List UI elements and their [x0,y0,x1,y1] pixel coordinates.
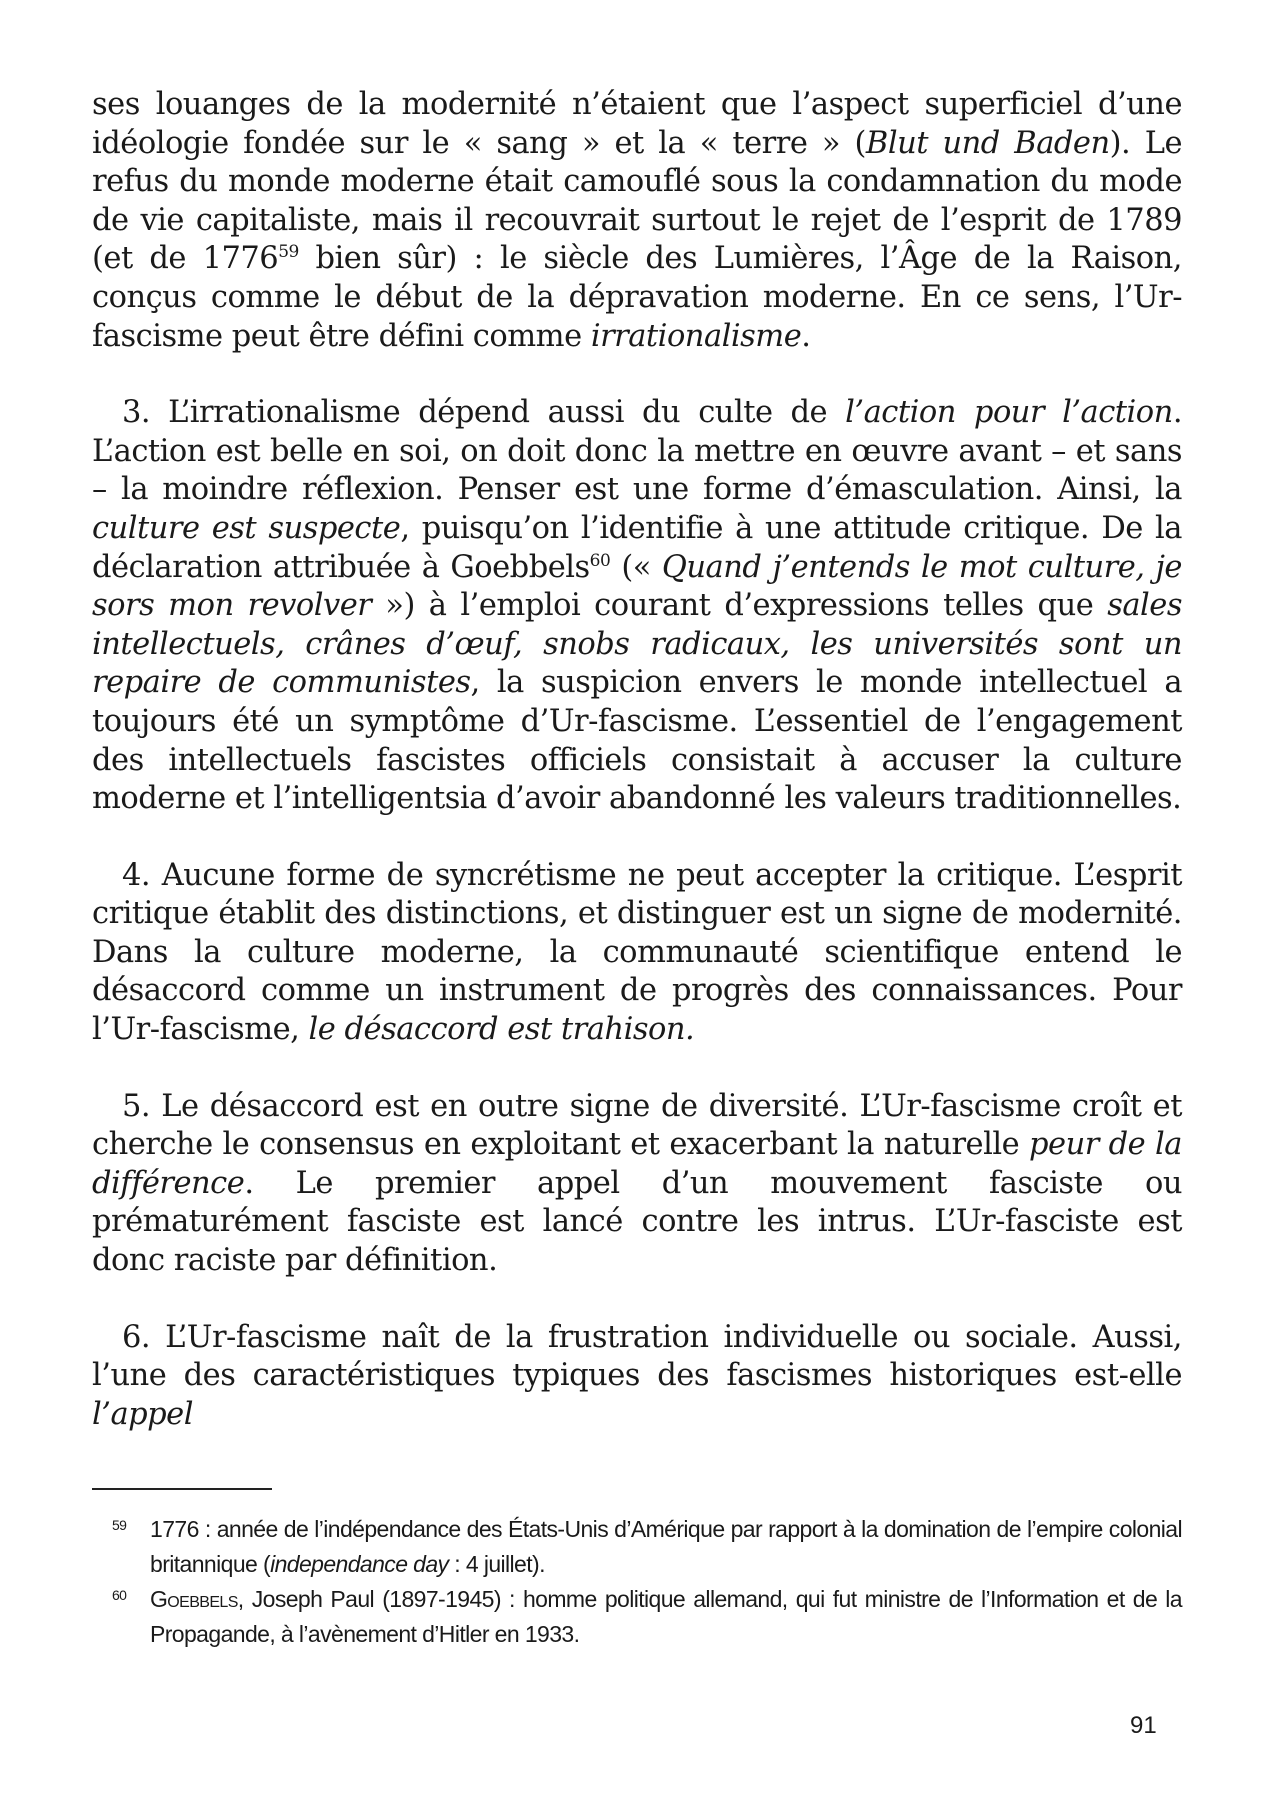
text-run: 3. L’irrationalisme dépend aussi du culte de [122,395,846,431]
footnote-text [150,1512,1182,1582]
footnote-number: 60 [112,1587,127,1603]
text-run: (« [610,549,662,585]
paragraph-continuation [92,86,1182,356]
footnote-ref-60[interactable]: 60 [589,550,611,571]
text-run: , la suspicion envers le monde intellectuel a toujours été un symptôme d’Ur-fascisme. L’essentiel de l’engagement des intellectuels fascistes officiels consistait à accuser la culture moderne et l’intelligentsia d’avoir abandonné les valeurs traditionnelles. [92,665,1183,817]
text-run: , puisqu’on l’identifie à une attitude critique. De la déclaration attribuée à Goebbels [92,510,1182,585]
footnote-number: 59 [112,1517,127,1533]
footnote-60 [92,1582,1182,1652]
text-run: ») à l’emploi courant d’expressions telles que [371,588,1108,624]
footnote-59 [92,1512,1182,1582]
italic-run: l’action pour l’action [845,395,1173,431]
text-run: ses louanges de la modernité n’étaient que l’aspect superficiel d’une idéologie fondée sur le « sang » et la « terre » ( [92,87,1182,161]
text-run: ). Le refus du monde moderne était camouflé sous la condamnation du mode de vie capitaliste, mais il recouvrait surtout le rejet de l’esprit de 1789 (et de 1776 [92,125,1182,277]
italic-run: culture est suspecte [92,510,401,546]
text-run: . Le premier appel d’un mouvement fasciste ou prématurément fasciste est lancé contre les intrus. L’Ur-fasciste est donc raciste par définition. [92,1165,1182,1279]
text-run: , Joseph Paul (1897-1945) : homme politique allemand, qui fut ministre de l’Information et de la Propagande, à l’avènement d’Hitler en 1933. [150,1586,1182,1647]
italic-run: irrationalisme [590,318,802,354]
text-run: 1776 : année de l’indépendance des États-Unis d’Amérique par rapport à la domination de l’empire colonial britannique ( [150,1516,1182,1577]
text-run: 6. L’Ur-fascisme naît de la frustration individuelle ou sociale. Aussi, l’une des caractéristiques typiques des fascismes historiques est-elle [92,1319,1182,1394]
paragraph-point-3 [92,394,1182,819]
text-run: . [801,318,811,354]
italic-run: independance day [270,1551,449,1577]
italic-run: l’appel [92,1396,193,1432]
italic-run: peur de la différence [92,1127,1182,1201]
footnote-ref-59[interactable]: 59 [278,242,299,263]
text-run: : 4 juillet). [448,1551,545,1577]
italic-run: le désaccord est trahison. [308,1012,695,1048]
italic-run: Blut und Baden [865,125,1110,161]
text-run: . L’action est belle en soi, on doit donc la mettre en œuvre avant – et sans – la moindre réflexion. Penser est une forme d’émasculation. Ainsi, la [92,395,1183,508]
paragraph-point-6 [92,1319,1182,1435]
footnote-divider [92,1488,272,1490]
footnote-text [150,1582,1182,1652]
italic-run: Quand j’entends le mot culture, je sors mon revolver [92,549,1182,624]
page-number: 91 [1130,1712,1157,1739]
footnotes [92,1512,1182,1652]
small-caps-name: Goebbels [150,1586,238,1612]
text-run: 5. Le désaccord est en outre signe de diversité. L’Ur-fascisme croît et cherche le consensus en exploitant et exacerbant la naturelle [92,1088,1182,1163]
text-run: 4. Aucune forme de syncrétisme ne peut accepter la critique. L’esprit critique établit des distinctions, et distinguer est un signe de modernité. Dans la culture moderne, la communauté scientifique entend le désaccord comme un instrument de progrès des connaissances. Pour l’Ur-fascisme, [92,857,1182,1048]
paragraph-point-5 [92,1088,1182,1281]
text-run: bien sûr) : le siècle des Lumières, l’Âge de la Raison, conçus comme le début de la dépravation moderne. En ce sens, l’Ur-fascisme peut être défini comme [92,241,1182,354]
paragraph-point-4 [92,857,1182,1050]
italic-run: sales intellectuels, crânes d’œuf, snobs radicaux, les universités sont un repaire de communistes [92,588,1182,701]
main-text [92,86,1182,1434]
